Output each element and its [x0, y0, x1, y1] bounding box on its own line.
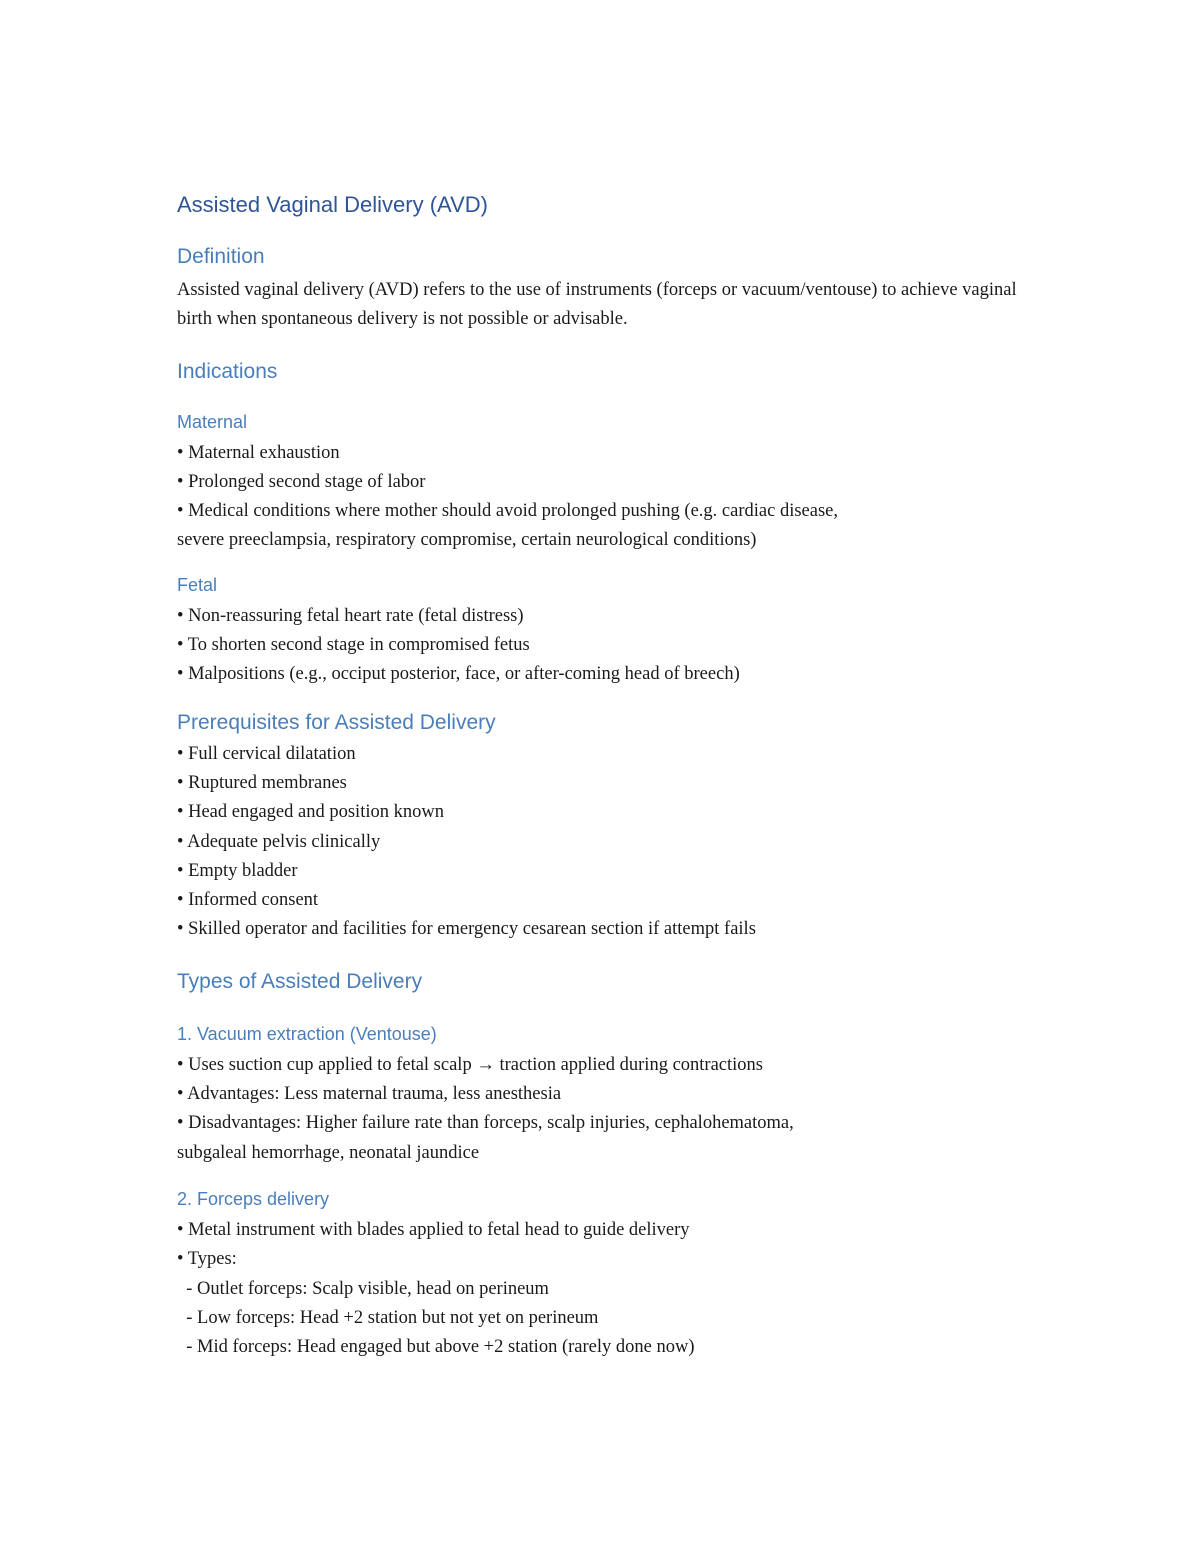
prerequisites-heading: Prerequisites for Assisted Delivery [177, 710, 496, 734]
list-item: • Disadvantages: Higher failure rate than forceps, scalp injuries, cephalohematoma, [177, 1113, 794, 1134]
list-item: - Low forceps: Head +2 station but not yet on perineum [177, 1307, 599, 1328]
types-heading: Types of Assisted Delivery [177, 969, 423, 993]
list-item: • Prolonged second stage of labor [177, 471, 426, 492]
vacuum-list [177, 1051, 1027, 1168]
list-item: • Adequate pelvis clinically [177, 831, 381, 852]
maternal-list [177, 439, 1027, 556]
document-page [177, 190, 1027, 1362]
list-item: • Empty bladder [177, 860, 298, 881]
list-item: • Ruptured membranes [177, 772, 347, 793]
list-item: • Metal instrument with blades applied to fetal head to guide delivery [177, 1219, 690, 1240]
forceps-heading: 2. Forceps delivery [177, 1188, 330, 1209]
indications-heading: Indications [177, 359, 278, 383]
list-item: • Full cervical dilatation [177, 743, 356, 764]
list-item: • Informed consent [177, 890, 319, 911]
list-item: • Uses suction cup applied to fetal scalp → traction applied during contractions [177, 1054, 763, 1075]
list-item: • Skilled operator and facilities for emergency cesarean section if attempt fails [177, 919, 756, 940]
definition-text: Assisted vaginal delivery (AVD) refers to the use of instruments (forceps or vacuum/ventouse) to achieve vaginal birth when spontaneous delivery is not possible or advisable. [177, 280, 1017, 330]
fetal-heading: Fetal [177, 574, 218, 595]
prerequisites-list [177, 740, 1027, 945]
list-item: • Types: [177, 1249, 237, 1270]
document-title: Assisted Vaginal Delivery (AVD) [177, 192, 488, 217]
list-item: - Outlet forceps: Scalp visible, head on perineum [177, 1278, 549, 1299]
list-item: • Malpositions (e.g., occiput posterior, face, or after-coming head of breech) [177, 664, 740, 685]
list-item: subgaleal hemorrhage, neonatal jaundice [177, 1142, 480, 1163]
vacuum-heading: 1. Vacuum extraction (Ventouse) [177, 1023, 437, 1044]
list-item: • Maternal exhaustion [177, 442, 340, 463]
list-item: - Mid forceps: Head engaged but above +2 station (rarely done now) [177, 1337, 695, 1358]
list-item: • To shorten second stage in compromised fetus [177, 635, 530, 656]
list-item: severe preeclampsia, respiratory compromise, certain neurological conditions) [177, 530, 757, 551]
list-item: • Advantages: Less maternal trauma, less anesthesia [177, 1084, 562, 1105]
forceps-list [177, 1216, 1027, 1362]
list-item: • Medical conditions where mother should avoid prolonged pushing (e.g. cardiac disease, [177, 501, 838, 522]
fetal-list [177, 602, 1027, 690]
list-item: • Head engaged and position known [177, 802, 444, 823]
definition-heading: Definition [177, 245, 265, 268]
list-item: • Non-reassuring fetal heart rate (fetal distress) [177, 605, 524, 626]
maternal-heading: Maternal [177, 411, 248, 432]
